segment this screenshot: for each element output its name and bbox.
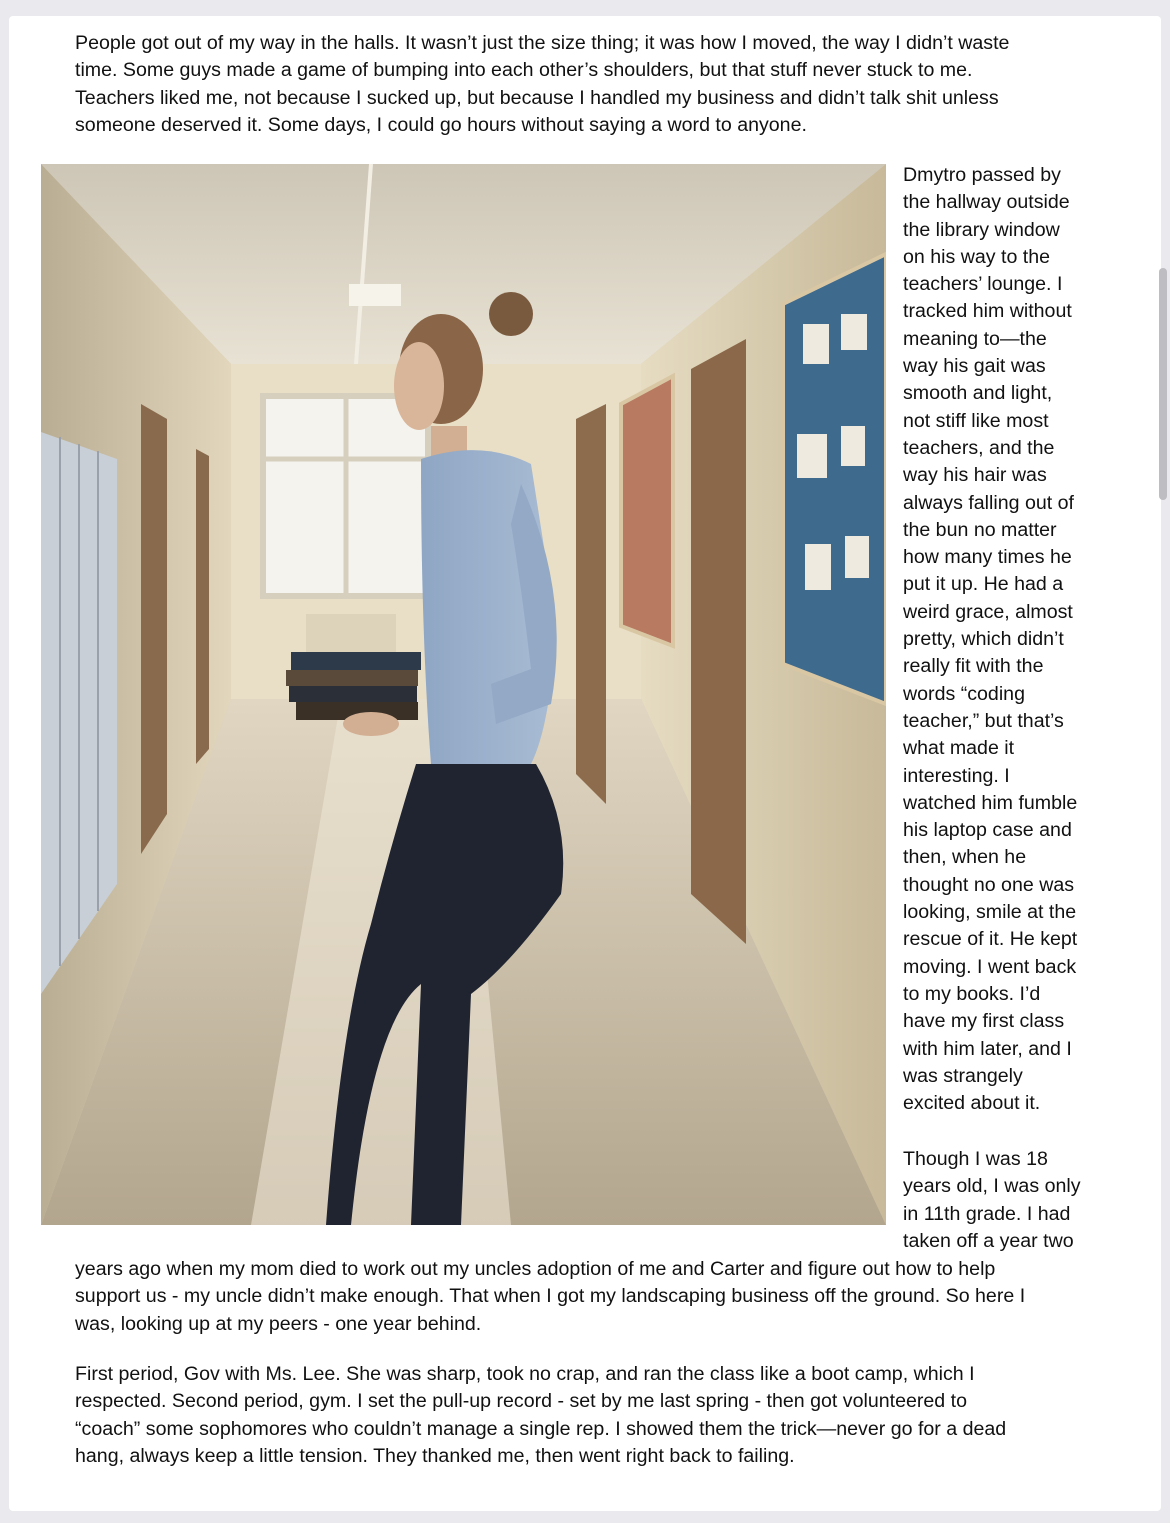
text-line: teachers, and the bbox=[903, 436, 1055, 459]
paragraph-3-wide bbox=[75, 1256, 1025, 1338]
text-line: words “coding bbox=[903, 682, 1025, 705]
text-line: meaning to—the bbox=[903, 327, 1047, 350]
text-line: really fit with the bbox=[903, 655, 1044, 678]
paragraph-2 bbox=[903, 162, 1077, 1117]
text-line: have my first class bbox=[903, 1010, 1065, 1033]
text-line: First period, Gov with Ms. Lee. She was sharp, took no crap, and ran the class like a boot camp, which I bbox=[75, 1363, 975, 1385]
text-line: hang, always keep a little tension. They thanked me, then went right back to failing. bbox=[75, 1444, 795, 1467]
text-line: then, when he bbox=[903, 846, 1027, 869]
text-line: excited about it. bbox=[903, 1092, 1041, 1115]
text-line: respected. Second period, gym. I set the pull-up record - set by me last spring - then got volunteered to bbox=[75, 1390, 967, 1413]
text-line: teacher,” but that’s bbox=[903, 709, 1064, 732]
text-line: years ago when my mom died to work out my uncles adoption of me and Carter and figure out how to help bbox=[75, 1258, 996, 1280]
text-line: tracked him without bbox=[903, 300, 1072, 323]
text-line: Teachers liked me, not because I sucked up, but because I handled my business and didn’t talk shit unless bbox=[75, 86, 999, 109]
paragraph-4 bbox=[75, 1361, 1006, 1470]
text-line: always falling out of bbox=[903, 491, 1074, 514]
text-line: moving. I went back bbox=[903, 955, 1077, 978]
text-line: “coach” some sophomores who couldn’t manage a single rep. I showed them the trick—never go for a dead bbox=[75, 1417, 1007, 1440]
text-line: time. Some guys made a game of bumping into each other’s shoulders, but that stuff never stuck to me. bbox=[75, 59, 973, 82]
text-line: interesting. I bbox=[903, 764, 1010, 787]
document-page bbox=[9, 16, 1161, 1511]
text-line: the library window bbox=[903, 218, 1060, 241]
text-line: rescue of it. He kept bbox=[903, 928, 1078, 951]
text-line: looking, smile at the bbox=[903, 901, 1077, 924]
text-line: thought no one was bbox=[903, 873, 1075, 896]
text-line: Though I was 18 bbox=[903, 1148, 1048, 1170]
text-line: was strangely bbox=[903, 1064, 1023, 1087]
text-line: not stiff like most bbox=[903, 409, 1049, 432]
text-line: taken off a year two bbox=[903, 1229, 1074, 1252]
text-line: support us - my uncle didn’t make enough. That when I got my landscaping business off the ground. So here I bbox=[75, 1285, 1026, 1308]
hallway-photo bbox=[41, 164, 886, 1225]
vertical-scrollbar[interactable] bbox=[1159, 268, 1167, 500]
text-line: the bun no matter bbox=[903, 518, 1057, 541]
text-line: watched him fumble bbox=[903, 791, 1078, 814]
text-line: what made it bbox=[903, 737, 1015, 760]
text-line: on his way to the bbox=[903, 245, 1051, 268]
text-line: way his hair was bbox=[903, 464, 1047, 487]
paragraph-1 bbox=[75, 30, 1009, 139]
text-line: smooth and light, bbox=[903, 382, 1053, 405]
paragraph-3-side bbox=[903, 1146, 1081, 1255]
text-line: People got out of my way in the halls. It wasn’t just the size thing; it was how I moved, the way I didn’t waste bbox=[75, 32, 1010, 54]
text-line: Dmytro passed by bbox=[903, 164, 1061, 186]
text-line: with him later, and I bbox=[903, 1037, 1072, 1060]
text-line: years old, I was only bbox=[903, 1175, 1081, 1198]
text-line: someone deserved it. Some days, I could go hours without saying a word to anyone. bbox=[75, 113, 807, 136]
text-line: weird grace, almost bbox=[903, 600, 1073, 623]
text-line: his laptop case and bbox=[903, 819, 1072, 842]
text-line: how many times he bbox=[903, 546, 1072, 569]
text-line: in 11th grade. I had bbox=[903, 1202, 1071, 1225]
text-line: teachers’ lounge. I bbox=[903, 273, 1063, 296]
text-line: was, looking up at my peers - one year behind. bbox=[75, 1312, 482, 1335]
text-line: way his gait was bbox=[903, 355, 1046, 378]
text-line: to my books. I’d bbox=[903, 982, 1041, 1005]
text-line: the hallway outside bbox=[903, 191, 1070, 214]
text-line: put it up. He had a bbox=[903, 573, 1064, 596]
text-line: pretty, which didn’t bbox=[903, 628, 1064, 651]
